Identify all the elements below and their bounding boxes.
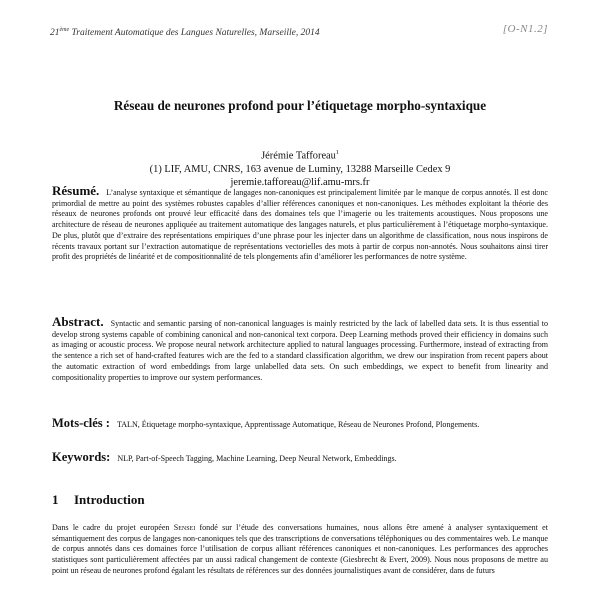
- resume-label: Résumé.: [52, 183, 100, 198]
- author-email: jeremie.tafforeau@lif.amu-mrs.fr: [230, 177, 370, 189]
- motscles-block: [52, 418, 548, 431]
- section-heading-introduction: [52, 492, 145, 508]
- conference-name: Traitement Automatique des Langues Naturelles, Marseille, 2014: [69, 28, 320, 39]
- author-name: Jérémie Tafforeau: [261, 150, 336, 162]
- keywords-label: Keywords:: [52, 450, 111, 464]
- conference-ordinal-suffix: ème: [59, 27, 70, 33]
- abstract-block: [52, 314, 548, 383]
- motscles-label: Mots-clés :: [52, 416, 110, 430]
- conference-header: [50, 27, 320, 38]
- paper-title: Réseau de neurones profond pour l’étiquetage morpho-syntaxique: [113, 98, 487, 113]
- intro-text-start: Dans le cadre du projet européen: [52, 523, 174, 532]
- introduction-paragraph: [52, 523, 548, 577]
- author-affiliation-marker: 1: [335, 150, 339, 156]
- resume-text: L’analyse syntaxique et sémantique de langages non-canoniques est principalement limitée par le manque de corpus annotés. Il est donc primordial de mettre au point des systèmes robustes capables d’allier références canoniques et non-canoniques. Les méthodes exploitant la théorie des réseaux de neurones profonds ont prouvé leur efficacité dans des domaines tels que l’imagerie ou les traitements acoustiques. Nous proposons une architecture de réseau de neurones appliquée au traitement automatique des langages naturels, et plus particulièrement à l’étiquetage morpho-syntaxique. De plus, plutôt que d’extraire des représentations empiriques d’une phrase pour les injecter dans un algorithme de classification, nous nous inspirons de récents travaux portant sur l’extraction automatique de représentations vectorielles des mots à partir de corpus non-annotés. Nous souhaitons ainsi tirer profit des propriétés de linéarité et de compositionnalité de tels plongements afin d’améliorer les performances de notre système.: [52, 188, 548, 262]
- conference-ordinal: 21: [50, 28, 60, 39]
- paper-reference-code: [O-N1.2]: [502, 23, 548, 35]
- keywords-text: NLP, Part-of-Speech Tagging, Machine Learning, Deep Neural Network, Embeddings.: [117, 454, 397, 463]
- section-title: Introduction: [74, 492, 145, 507]
- abstract-text: Syntactic and semantic parsing of non-canonical languages is mainly restricted by the lack of labelled data sets. It is thus essential to develop strong systems capable of combining canonical and non-canonical text corpora. Deep Learning methods proved their efficiency in domains such as imaging or acoustic process. We propose neural network architecture applied to natural languages processing. Furthermore, instead of extracting from the sentence a rich set of hand-crafted features wich are the fed to a standard classification algorithm, we drew our inspiration from recent papers about the automatic extraction of word embeddings from large unlabelled data sets. On such embeddings, we expect to benefit from linearity and compositionality properties to improve our system performances.: [52, 319, 548, 382]
- motscles-text: TALN, Étiquetage morpho-syntaxique, Apprentissage Automatique, Réseau de Neurones Profond, Plongements.: [116, 420, 480, 429]
- intro-text-rest: fondé sur l’étude des conversations humaines, nous allons être amené à analyser syntaxiquement et sémantiquement des corpus de langages non-canoniques tels que des transcriptions de conversations téléphoniques ou des commentaires web. Le manque de corpus annotés dans ces domaines force l’utilisation de corpus alliant références canoniques et non-canoniques. Les performances des approches statistiques sont particulièrement affectées par un aussi radical changement de contexte (Giesbrecht & Evert, 2009). Nous nous proposons de mettre au point un réseau de neurones profond égalant les résultats de références sur des données journalistiques avant de considérer, dans de futurs: [52, 523, 548, 575]
- section-number: 1: [52, 492, 59, 507]
- project-name: Sensei: [173, 523, 196, 532]
- author-affiliation: (1) LIF, AMU, CNRS, 163 avenue de Luminy, 13288 Marseille Cedex 9: [149, 163, 451, 175]
- keywords-block: [52, 452, 548, 465]
- abstract-label: Abstract.: [52, 314, 104, 329]
- author-line: [0, 147, 600, 163]
